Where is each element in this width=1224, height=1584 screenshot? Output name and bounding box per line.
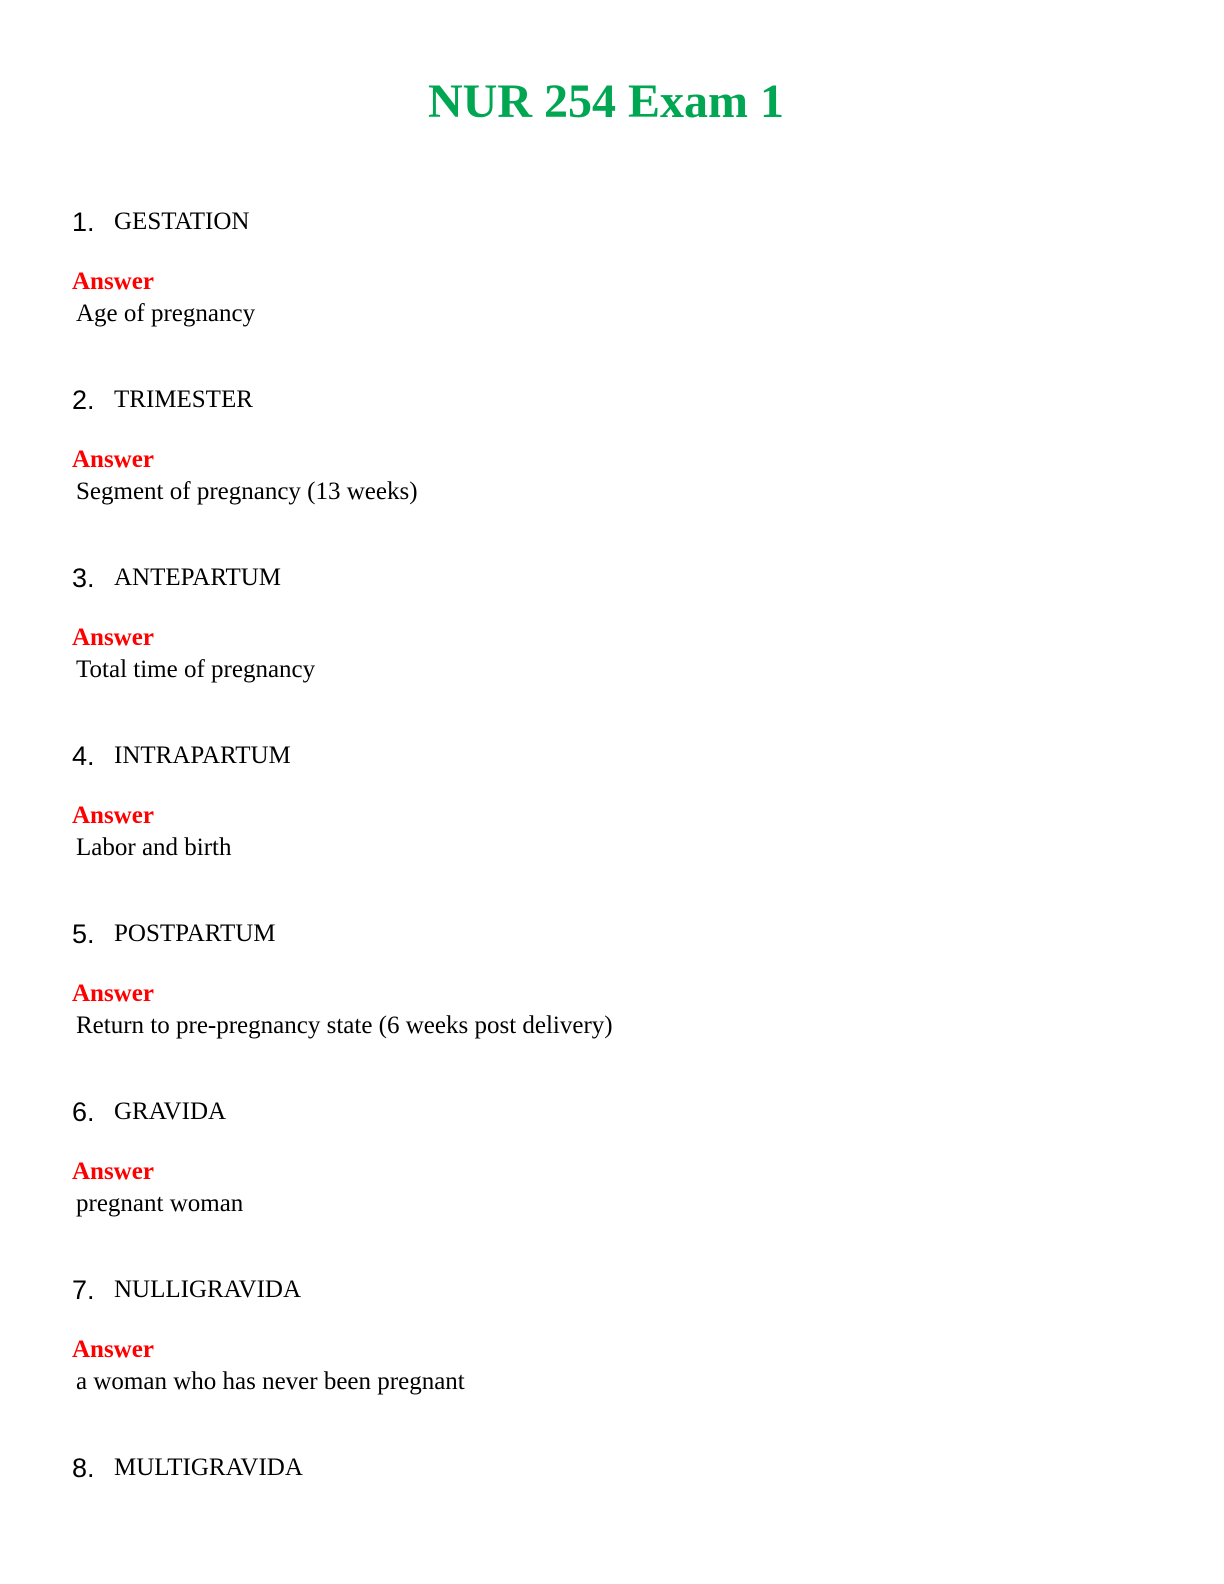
page-title: NUR 254 Exam 1 bbox=[428, 75, 784, 128]
question-term: POSTPARTUM bbox=[114, 920, 276, 947]
question-term: TRIMESTER bbox=[114, 386, 253, 413]
question bbox=[72, 558, 1152, 598]
question bbox=[72, 380, 1152, 420]
qa-item bbox=[72, 202, 1152, 330]
question-term: MULTIGRAVIDA bbox=[114, 1454, 303, 1481]
answer-label: Answer bbox=[72, 1336, 154, 1363]
question bbox=[72, 202, 1152, 242]
qa-item bbox=[72, 914, 1152, 1042]
answer-label: Answer bbox=[72, 980, 154, 1007]
question-number: 6. bbox=[72, 1096, 95, 1127]
question bbox=[72, 914, 1152, 954]
answer-label: Answer bbox=[72, 268, 154, 295]
question-number: 5. bbox=[72, 918, 95, 949]
qa-item bbox=[72, 1092, 1152, 1220]
qa-item bbox=[72, 1448, 1152, 1488]
answer-text: Labor and birth bbox=[76, 834, 232, 861]
qa-item bbox=[72, 1270, 1152, 1398]
question-number: 3. bbox=[72, 562, 95, 593]
question-term: GRAVIDA bbox=[114, 1098, 227, 1125]
question-term: NULLIGRAVIDA bbox=[114, 1276, 302, 1303]
answer-text: Total time of pregnancy bbox=[76, 656, 316, 683]
question-number: 2. bbox=[72, 384, 95, 415]
question-number: 4. bbox=[72, 740, 95, 771]
question bbox=[72, 736, 1152, 776]
question-term: GESTATION bbox=[114, 208, 250, 235]
answer-label: Answer bbox=[72, 802, 154, 829]
answer-text: pregnant woman bbox=[76, 1190, 244, 1217]
question-term: ANTEPARTUM bbox=[114, 564, 282, 591]
qa-item bbox=[72, 558, 1152, 686]
answer-text: Segment of pregnancy (13 weeks) bbox=[76, 478, 418, 505]
answer-label: Answer bbox=[72, 1158, 154, 1185]
question bbox=[72, 1448, 1152, 1488]
answer-label: Answer bbox=[72, 624, 154, 651]
question-term: INTRAPARTUM bbox=[114, 742, 291, 769]
question bbox=[72, 1270, 1152, 1310]
question bbox=[72, 1092, 1152, 1132]
answer-text: Return to pre-pregnancy state (6 weeks post delivery) bbox=[76, 1012, 613, 1039]
answer-text: Age of pregnancy bbox=[76, 300, 256, 327]
answer-label: Answer bbox=[72, 446, 154, 473]
qa-item bbox=[72, 736, 1152, 864]
question-number: 1. bbox=[72, 206, 95, 237]
question-number: 8. bbox=[72, 1452, 95, 1483]
qa-item bbox=[72, 380, 1152, 508]
answer-text: a woman who has never been pregnant bbox=[76, 1368, 465, 1395]
question-number: 7. bbox=[72, 1274, 95, 1305]
